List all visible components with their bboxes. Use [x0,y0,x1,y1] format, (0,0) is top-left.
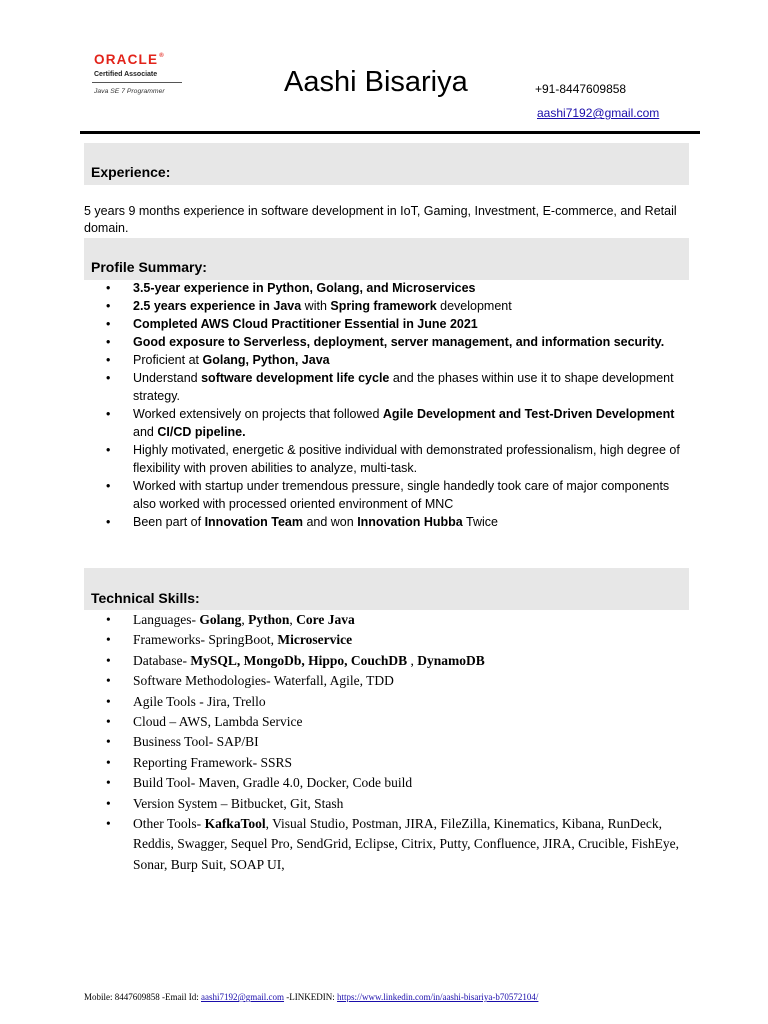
summary-item: • 3.5-year experience in Python, Golang, and Microservices [84,279,689,297]
technical-skills-list [84,610,689,875]
summary-item: • Good exposure to Serverless, deployment, server management, and information security. [84,333,689,351]
certification-program: Java SE 7 Programmer [94,88,165,95]
skill-item: • Build Tool- Maven, Gradle 4.0, Docker, Code build [84,773,689,793]
footer-mobile: Mobile: 8447609858 -Email Id: [84,992,201,1002]
skill-item: • Version System – Bitbucket, Git, Stash [84,794,689,814]
skill-item: • Business Tool- SAP/BI [84,732,689,752]
experience-heading: Experience: [91,164,171,180]
summary-item: • 2.5 years experience in Java with Spring framework development [84,297,689,315]
technical-skills-heading: Technical Skills: [91,590,200,606]
experience-text: 5 years 9 months experience in software development in IoT, Gaming, Investment, E-commerce, and Retail domain. [84,204,677,235]
summary-item: • Highly motivated, energetic & positive individual with demonstrated professionalism, high degree of flexibility with proven abilities to analyze, multi-task. [84,441,689,477]
skill-item: • Reporting Framework- SSRS [84,753,689,773]
profile-summary-heading: Profile Summary: [91,259,207,275]
registered-mark: ® [159,53,164,59]
summary-item: • Been part of Innovation Team and won Innovation Hubba Twice [84,513,689,531]
skill-item: • Agile Tools - Jira, Trello [84,692,689,712]
oracle-logo [94,52,164,67]
footer-email-link[interactable]: aashi7192@gmail.com [201,992,285,1002]
skill-item: • Frameworks- SpringBoot, Microservice [84,630,689,650]
skill-item: • Other Tools- KafkaTool, Visual Studio, Postman, JIRA, FileZilla, Kinematics, Kibana, RunDeck, Reddis, Swagger, Sequel Pro, SendGrid, Eclipse, Citrix, Putty, Confluence, JIRA, Crucible, FishEye, Sonar, Burp Suit, SOAP UI, [84,814,689,875]
candidate-name: Aashi Bisariya [284,66,468,98]
experience-band [84,143,689,185]
email-link[interactable]: aashi7192@gmail.com [537,106,660,120]
phone-number: +91-8447609858 [535,82,627,96]
header-rule [80,131,700,134]
footer-linkedin-label: -LINKEDIN: [284,992,338,1002]
skill-item: • Software Methodologies- Waterfall, Agile, TDD [84,671,689,691]
summary-item: • Worked with startup under tremendous pressure, single handedly took care of major components also worked with processed oriented environment of MNC [84,477,689,513]
certification-label: Certified Associate [94,71,158,78]
footer [84,992,538,1002]
footer-linkedin-link[interactable]: https://www.linkedin.com/in/aashi-bisariya-b70572104/ [337,992,539,1002]
summary-item: • Worked extensively on projects that followed Agile Development and Test-Driven Development and CI/CD pipeline. [84,405,689,441]
summary-item: • Proficient at Golang, Python, Java [84,351,689,369]
oracle-brand: ORACLE [94,52,159,67]
skill-item: • Database- MySQL, MongoDb, Hippo, CouchDB , DynamoDB [84,651,689,671]
profile-summary-list [84,279,689,531]
summary-item: • Understand software development life cycle and the phases within use it to shape development strategy. [84,369,689,405]
badge-divider [92,82,182,83]
skill-item: • Languages- Golang, Python, Core Java [84,610,689,630]
skill-item: • Cloud – AWS, Lambda Service [84,712,689,732]
summary-item: • Completed AWS Cloud Practitioner Essential in June 2021 [84,315,689,333]
